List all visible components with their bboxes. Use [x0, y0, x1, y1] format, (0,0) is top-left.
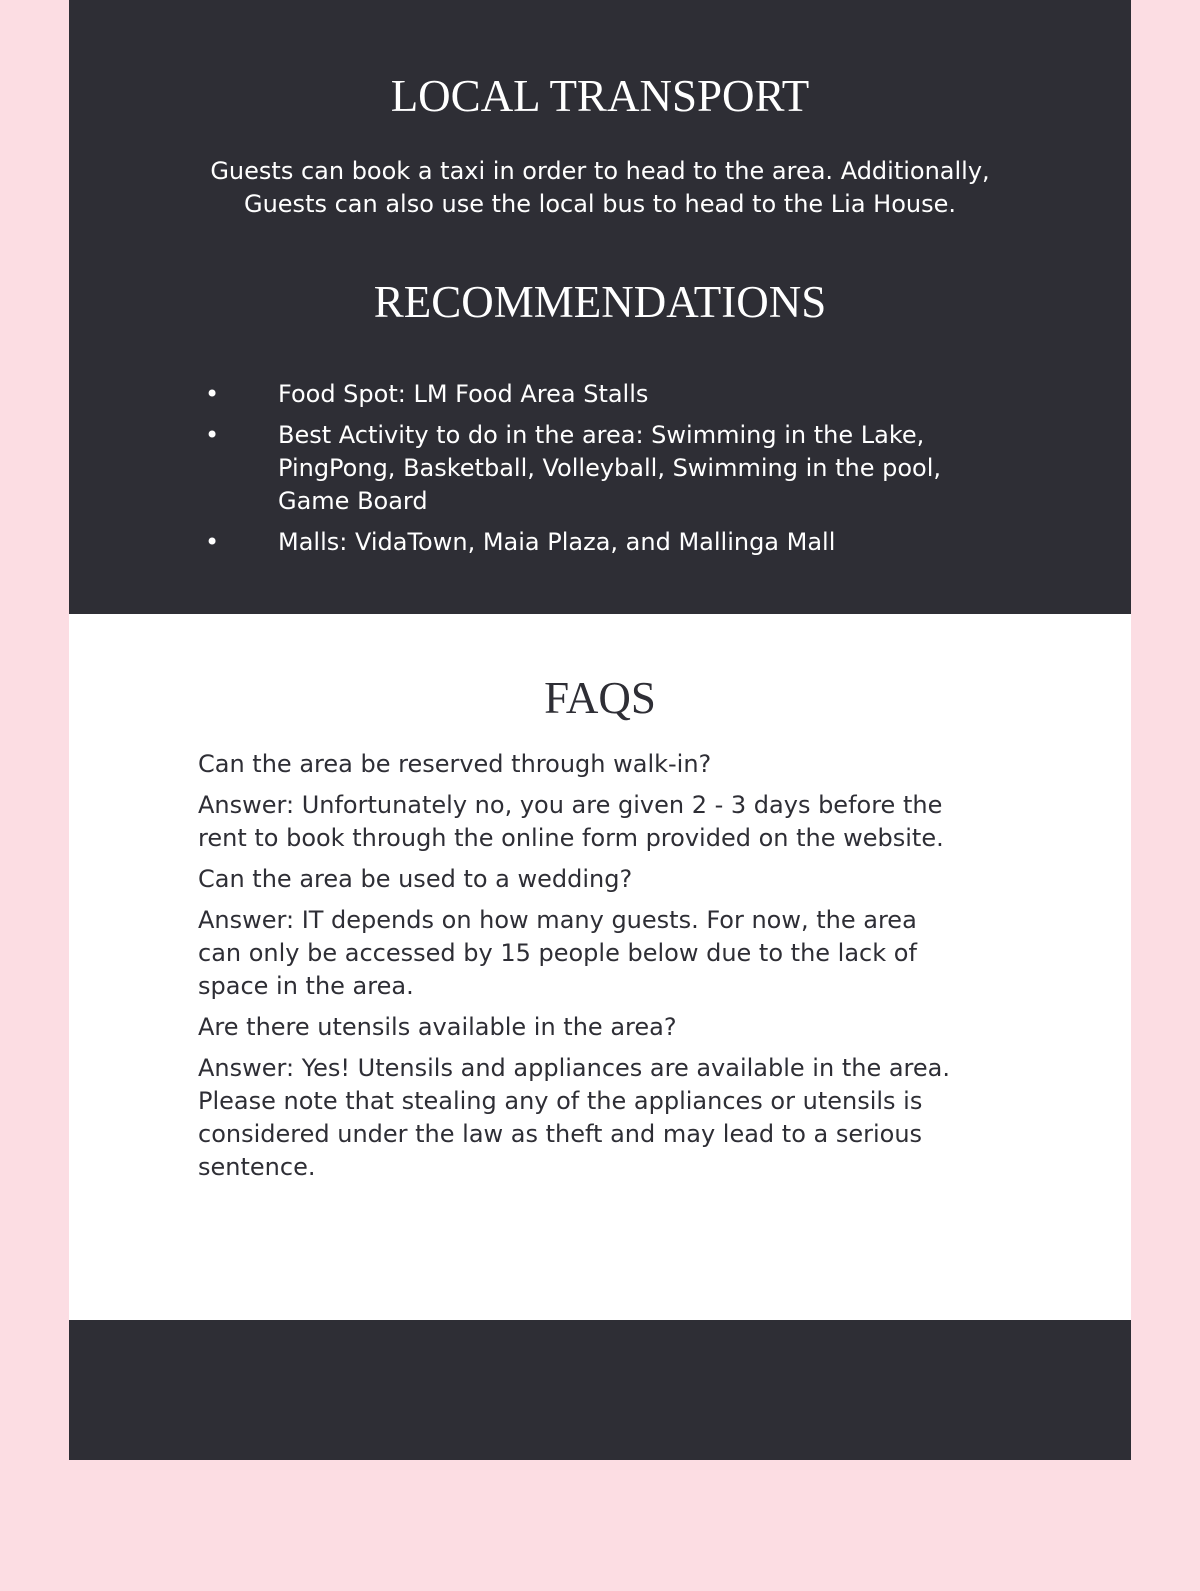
faq-item [198, 748, 958, 855]
transport-recommendations-section [69, 0, 1131, 614]
local-transport-text: Guests can book a taxi in order to head to the area. Additionally, Guests can also use the local bus to head to the Lia House. [210, 157, 990, 218]
faq-item [198, 1011, 958, 1184]
list-item [69, 419, 958, 518]
recommendations-list [69, 378, 1069, 567]
faq-answer: Answer: Yes! Utensils and appliances are available in the area. Please note that stealing any of the appliances or utensils is considered under the law as theft and may lead to a serious sentence. [198, 1054, 950, 1181]
faq-question: Are there utensils available in the area? [198, 1013, 677, 1041]
bullet-icon: • [205, 380, 220, 408]
document-page [69, 0, 1131, 1460]
recommendation-text: Best Activity to do in the area: Swimming in the Lake, PingPong, Basketball, Volleyball, Swimming in the pool, Game Board [278, 421, 942, 515]
faq-item [198, 863, 958, 1003]
footer-band [69, 1320, 1131, 1460]
faq-section [69, 614, 1131, 1320]
faq-list [198, 748, 958, 1192]
recommendations-heading: RECOMMENDATIONS [373, 277, 827, 327]
bullet-icon: • [205, 421, 220, 449]
recommendation-text: Malls: VidaTown, Maia Plaza, and Mallinga Mall [278, 528, 836, 556]
bullet-icon: • [205, 528, 220, 556]
faqs-heading: FAQS [544, 673, 656, 723]
recommendation-text: Food Spot: LM Food Area Stalls [278, 380, 649, 408]
faq-answer: Answer: IT depends on how many guests. For now, the area can only be accessed by 15 people below due to the lack of space in the area. [198, 906, 917, 1000]
local-transport-heading: LOCAL TRANSPORT [390, 71, 810, 121]
list-item [69, 526, 958, 559]
list-item [69, 378, 958, 411]
faq-question: Can the area be used to a wedding? [198, 865, 633, 893]
faq-answer: Answer: Unfortunately no, you are given 2 - 3 days before the rent to book through the online form provided on the website. [198, 791, 944, 852]
faq-question: Can the area be reserved through walk-in? [198, 750, 712, 778]
